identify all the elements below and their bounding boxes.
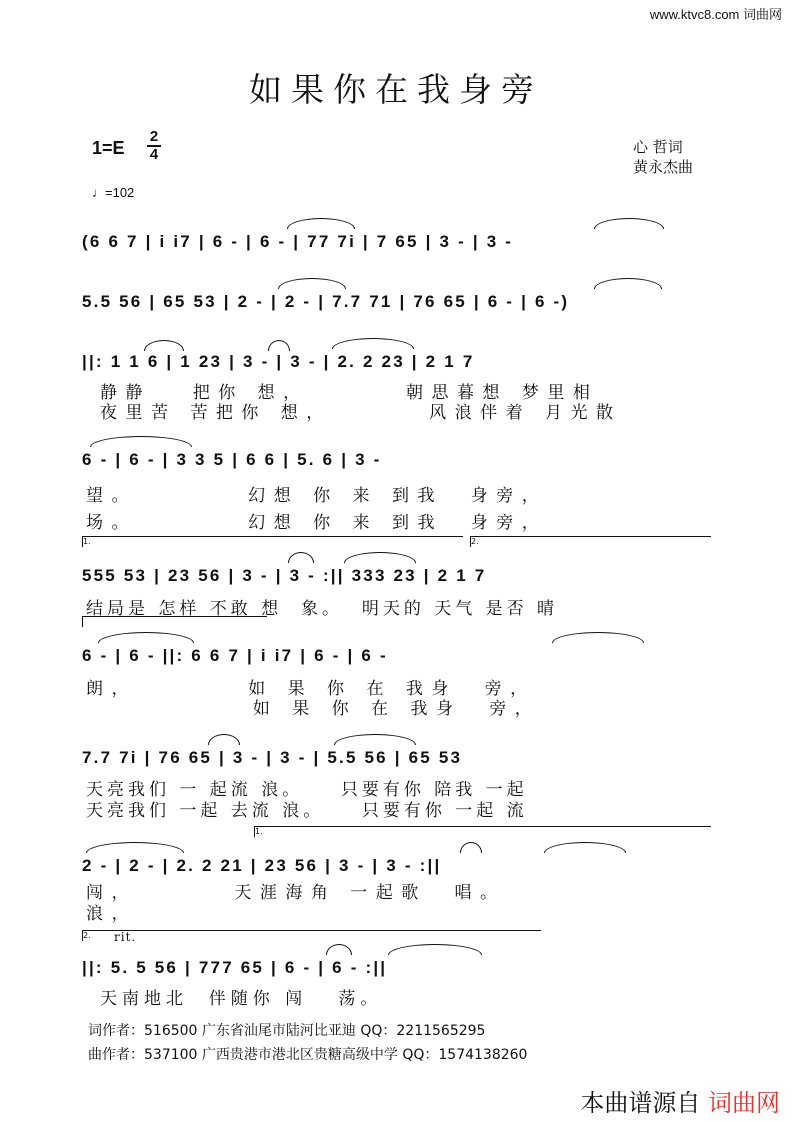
score-system-4 <box>82 436 722 480</box>
lyrics-verse-2: 浪， <box>86 904 137 924</box>
score-system-9 <box>82 944 722 988</box>
notation-line: 555 53 | 23 56 | 3 - | 3 - :|| 333 23 | 2 1 7 <box>82 566 487 585</box>
key-signature: 1=E <box>92 138 125 158</box>
slur <box>460 842 482 853</box>
tie <box>334 734 416 745</box>
tie <box>594 278 662 289</box>
lyrics-line: 结局是 怎样 不敢 想 象。 明天的 天气 是否 晴 <box>86 599 559 619</box>
notation-line: ||: 5. 5 56 | 777 65 | 6 - | 6 - :|| <box>82 958 388 977</box>
volta-second-ending: 2. <box>470 536 711 547</box>
composer-credit: 黄永杰曲 <box>633 158 694 176</box>
lyrics-verse-2: 天亮我们 一起 去流 浪。 只要有你 一起 流 <box>86 801 528 821</box>
lyricist-info: 词作者：516500 广东省汕尾市陆河比亚迪 QQ：2211565295 <box>88 1023 486 1039</box>
notation-line: ||: 1 1 6 | 1 23 | 3 - | 3 - | 2. 2 23 | 2 1 7 <box>82 352 475 371</box>
tempo-mark: ♩=102 <box>92 185 135 200</box>
lyrics-verse-1: 天亮我们 一 起流 浪。 只要有你 陪我 一起 <box>86 780 528 800</box>
lyricist-credit: 心 哲词 <box>633 138 683 156</box>
lyrics-verse-2: 如 果 你 在 我身 旁， <box>86 699 541 719</box>
score-system-1 <box>82 218 722 262</box>
lyrics-verse-2: 夜里苦 苦把你 想， 风浪伴着 月光散 <box>100 403 622 423</box>
time-signature-bottom: 4 <box>149 146 159 163</box>
notation-line: 7.7 7i | 76 65 | 3 - | 3 - | 5.5 56 | 65 53 <box>82 748 463 767</box>
notation-line: 2 - | 2 - | 2. 2 21 | 23 56 | 3 - | 3 - :|| <box>82 856 442 875</box>
tie <box>552 632 644 643</box>
slur <box>208 734 240 745</box>
composer-info: 曲作者：537100 广西贵港市港北区贵糖高级中学 QQ：1574138260 <box>88 1047 528 1063</box>
tie <box>544 842 626 853</box>
lyrics-verse-1: 望。 幻想 你 来 到我 身旁， <box>86 486 548 506</box>
lyrics-verse-2: 场。 幻想 你 来 到我 身旁， <box>86 513 548 533</box>
ritardando-mark: rit. <box>114 930 137 944</box>
lyrics-line: 天南地北 伴随你 闯 荡。 <box>100 989 383 1009</box>
volta-end-line <box>82 616 267 627</box>
notation-line: 6 - | 6 - ||: 6 6 7 | i i7 | 6 - | 6 - <box>82 646 388 665</box>
tie <box>594 218 664 229</box>
tie <box>388 944 482 955</box>
notation-line: 6 - | 6 - | 3 3 5 | 6 6 | 5. 6 | 3 - <box>82 450 382 469</box>
site-watermark[interactable]: www.ktvc8.com 词曲网 <box>649 7 782 22</box>
tie <box>344 552 416 563</box>
volta-first-ending: 1. <box>82 536 463 547</box>
slur <box>268 340 290 351</box>
brand-footer[interactable] <box>580 1083 780 1118</box>
score-system-6 <box>82 632 722 676</box>
slur <box>288 552 314 563</box>
score-system-7 <box>82 734 722 778</box>
slur <box>144 340 184 351</box>
tie <box>278 278 346 289</box>
brand-text: 本曲谱源自 <box>580 1089 701 1117</box>
notation-line: (6 6 7 | i i7 | 6 - | 6 - | 77 7i | 7 65 | 3 - | 3 - <box>82 232 514 251</box>
tie <box>332 338 414 349</box>
score-system-5 <box>82 552 722 596</box>
score-system-3 <box>82 338 722 382</box>
lyrics-verse-1: 朗， 如 果 你 在 我身 旁， <box>86 679 536 699</box>
slur <box>326 944 352 955</box>
time-signature <box>147 130 161 162</box>
tie <box>86 842 184 853</box>
score-system-2 <box>82 278 722 322</box>
time-signature-top: 2 <box>149 128 159 145</box>
notation-line: 5.5 56 | 65 53 | 2 - | 2 - | 7.7 71 | 76 65 | 6 - | 6 -) <box>82 292 570 311</box>
song-title: 如果你在我身旁 <box>249 70 543 109</box>
volta-first-ending: 1. <box>254 826 711 837</box>
lyrics-verse-1: 闯， 天涯海角 一起歌 唱。 <box>86 883 506 903</box>
brand-logo-text[interactable]: 词曲网 <box>708 1089 780 1117</box>
tie <box>287 218 355 229</box>
lyrics-verse-1: 静静 把你 想， 朝思暮想 梦里相 <box>100 383 599 403</box>
tie <box>90 436 192 447</box>
volta-second-ending: 2. <box>82 930 541 941</box>
tie <box>98 632 194 643</box>
